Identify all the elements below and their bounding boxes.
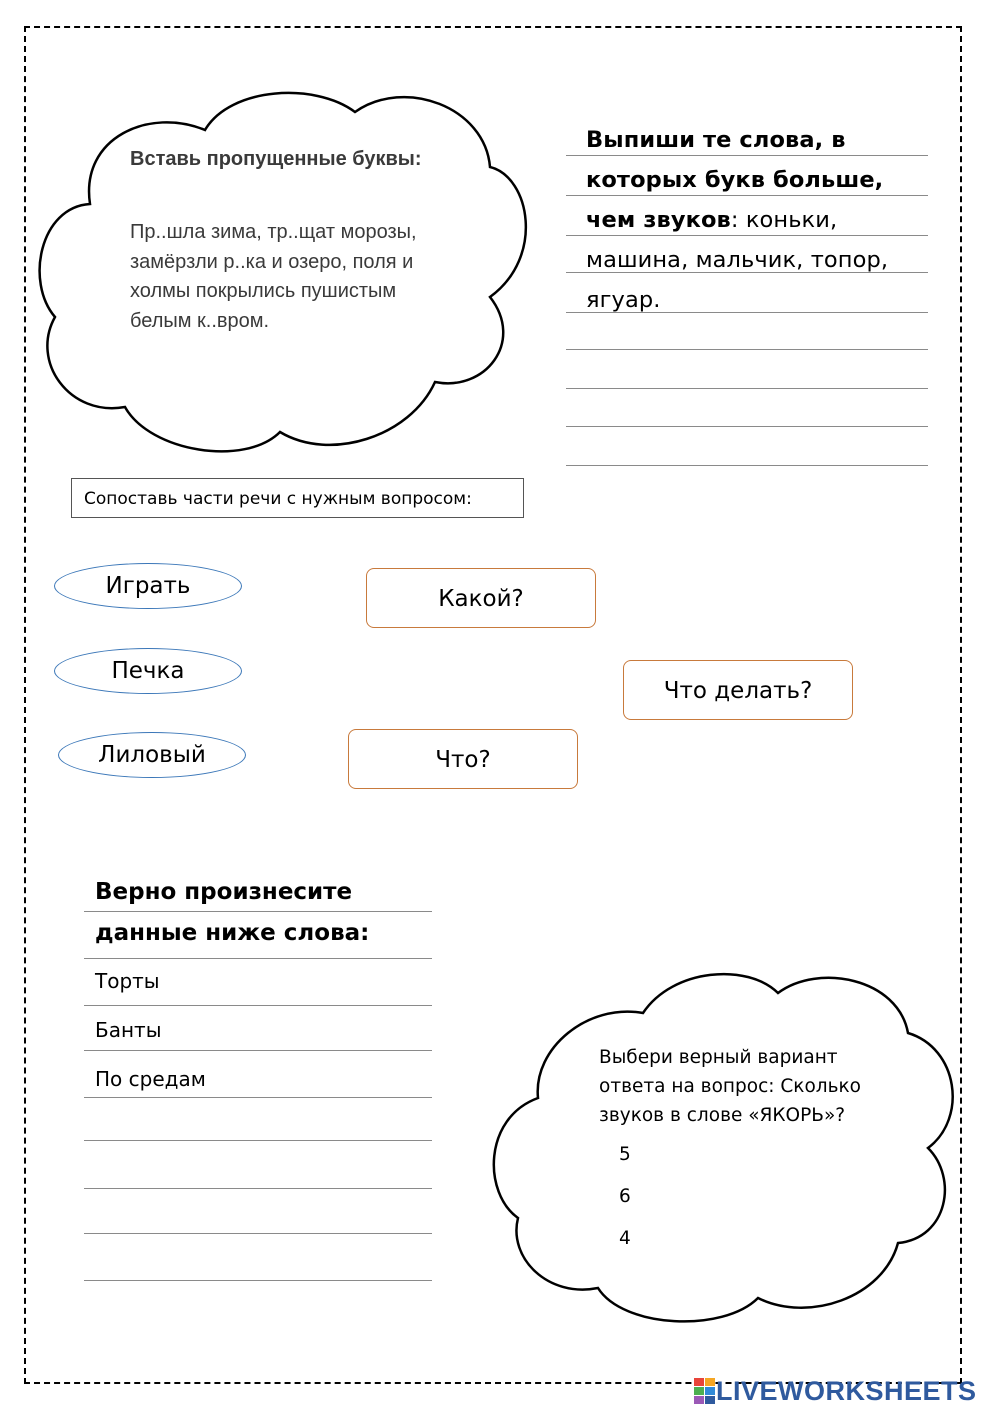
- answer-option[interactable]: 6: [619, 1186, 631, 1207]
- logo-icon: [694, 1378, 716, 1404]
- logo-text: LIVEWORKSHEETS: [716, 1375, 977, 1406]
- word-line: [84, 1005, 432, 1006]
- match-word-lilovyi[interactable]: Лиловый: [58, 732, 246, 778]
- liveworksheets-logo: [694, 1377, 977, 1405]
- cloud-sound-count: [488, 968, 954, 1328]
- match-word-pechka[interactable]: Печка: [54, 648, 242, 694]
- sound-count-question: Выбери верный вариант ответа на вопрос: Сколько звуков в слове «ЯКОРЬ»?: [599, 1047, 861, 1126]
- answer-line[interactable]: [84, 1140, 432, 1141]
- pronounce-word: Торты: [95, 969, 160, 993]
- word-line: [84, 1097, 432, 1098]
- missing-letters-text: Пр..шла зима, тр..щат морозы, замёрзли р..ка и озеро, поля и холмы покрылись пушистым белым к..вром.: [130, 221, 417, 332]
- pronounce-word: По средам: [95, 1067, 206, 1091]
- match-question-chto-delat[interactable]: Что делать?: [623, 660, 853, 720]
- match-word-igrat[interactable]: Играть: [54, 563, 242, 609]
- match-question-kakoi[interactable]: Какой?: [366, 568, 596, 628]
- pronounce-word: Банты: [95, 1018, 162, 1042]
- answer-option[interactable]: 5: [619, 1144, 631, 1165]
- word-line: [84, 1050, 432, 1051]
- cloud-shape: [488, 968, 954, 1328]
- answer-line[interactable]: [84, 1280, 432, 1281]
- answer-line[interactable]: [566, 349, 928, 350]
- answer-option[interactable]: 4: [619, 1228, 631, 1249]
- letters-sounds-task: [586, 120, 931, 320]
- missing-letters-title: Вставь пропущенные буквы:: [130, 148, 422, 170]
- title-line: [84, 958, 432, 959]
- answer-line[interactable]: [84, 1188, 432, 1189]
- answer-line[interactable]: [566, 465, 928, 466]
- answer-line[interactable]: [566, 388, 928, 389]
- answer-line[interactable]: [84, 1233, 432, 1234]
- match-question-chto[interactable]: Что?: [348, 729, 578, 789]
- match-instruction: Сопоставь части речи с нужным вопросом:: [71, 478, 524, 518]
- answer-line[interactable]: [566, 426, 928, 427]
- pronounce-title: Верно произнесите данные ниже слова:: [95, 879, 370, 946]
- letters-sounds-instruction: Выпиши те слова, в которых букв больше, чем звуков: [586, 127, 884, 233]
- letters-sounds-words: : коньки, машина, мальчик, топор, ягуар.: [586, 207, 889, 313]
